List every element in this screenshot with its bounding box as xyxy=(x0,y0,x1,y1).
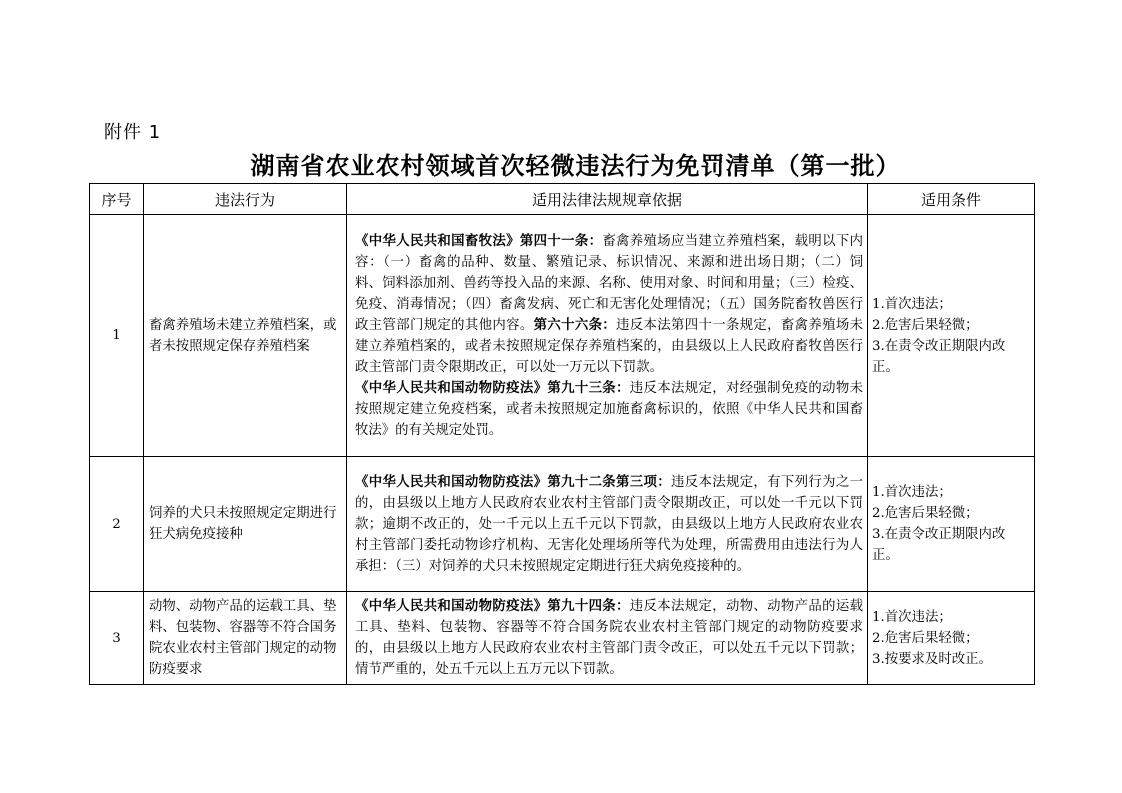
header-basis: 适用法律法规规章依据 xyxy=(347,184,868,215)
row-number: 1 xyxy=(90,215,144,457)
table-header-row xyxy=(90,184,1035,215)
table-row xyxy=(90,592,1035,685)
header-conditions: 适用条件 xyxy=(868,184,1035,215)
law-article: 第六十六条： xyxy=(533,316,617,333)
condition-item: 3.按要求及时改正。 xyxy=(872,651,992,667)
header-act: 违法行为 xyxy=(144,184,347,215)
law-text: 畜禽养殖场应当建立养殖档案，载明以下内容：（一）畜禽的品种、数量、繁殖记录、标识情况、来源和进出场日期；（二）饲料、饲料添加剂、兽药等投入品的来源、名称、使用对象、时间和用量；（三）检疫、免疫、消毒情况；（四）畜禽发病、死亡和无害化处理情况；（五）国务院畜牧兽医行政主管部门规定的其他内容。 xyxy=(355,233,864,333)
law-text: 违反本法规定，对经强制免疫的动物未按照规定建立免疫档案，或者未按照规定加施畜禽标识的，依照《中华人民共和国畜牧法》的有关规定处罚。 xyxy=(355,380,863,438)
law-article: 《中华人民共和国动物防疫法》第九十二条第三项： xyxy=(355,473,671,490)
violation-act: 畜禽养殖场未建立养殖档案，或者未按照规定保存养殖档案 xyxy=(144,215,347,457)
violation-act: 动物、动物产品的运载工具、垫料、包装物、容器等不符合国务院农业农村主管部门规定的动物防疫要求 xyxy=(144,592,347,685)
law-text: 违反本法规定，有下列行为之一的，由县级以上地方人民政府农业农村主管部门责令限期改正，可以处一千元以下罚款；逾期不改正的，处一千元以上五千元以下罚款，由县级以上地方人民政府农业农村主管部门委托动物诊疗机构、无害化处理场所等代为处理，所需费用由违法行为人承担：（三）对饲养的犬只未按照规定定期进行狂犬病免疫接种的。 xyxy=(355,474,863,574)
table-row xyxy=(90,457,1035,592)
violation-act: 饲养的犬只未按照规定定期进行狂犬病免疫接种 xyxy=(144,457,347,592)
attachment-label: 附件 1 xyxy=(104,122,162,143)
condition-item: 1.首次违法； xyxy=(872,485,952,500)
condition-item: 3.在责令改正期限内改正。 xyxy=(872,338,1006,375)
condition-item: 2.危害后果轻微； xyxy=(872,317,979,333)
condition-item: 1.首次违法； xyxy=(872,296,952,312)
table-row xyxy=(90,215,1035,457)
law-article: 《中华人民共和国动物防疫法》第九十三条： xyxy=(355,379,630,396)
law-text: 违反本法第四十一条规定，畜禽养殖场未建立养殖档案的，或者未按照规定保存养殖档案的，由县级以上人民政府畜牧兽医行政主管部门责令限期改正，可以处一万元以下罚款。 xyxy=(355,317,864,375)
header-no: 序号 xyxy=(90,184,144,215)
conditions xyxy=(868,457,1035,592)
conditions xyxy=(868,215,1035,457)
legal-basis xyxy=(347,215,868,457)
condition-item: 1.首次违法； xyxy=(872,609,952,625)
condition-item: 2.危害后果轻微； xyxy=(872,506,979,521)
law-article: 《中华人民共和国动物防疫法》第九十四条： xyxy=(355,598,630,614)
law-article: 《中华人民共和国畜牧法》第四十一条： xyxy=(355,232,603,249)
row-number: 3 xyxy=(90,592,144,685)
condition-item: 3.在责令改正期限内改正。 xyxy=(872,527,1006,563)
conditions xyxy=(868,592,1035,685)
legal-basis xyxy=(347,457,868,592)
law-text: 违反本法规定，动物、动物产品的运载工具、垫料、包装物、容器等不符合国务院农业农村主管部门规定的动物防疫要求的，由县级以上地方人民政府农业农村主管部门责令改正，可以处五千元以下罚款；情节严重的，处五千元以上五万元以下罚款。 xyxy=(355,599,863,677)
exemption-table xyxy=(89,183,1035,685)
row-number: 2 xyxy=(90,457,144,592)
condition-item: 2.危害后果轻微； xyxy=(872,630,979,646)
document-title: 湖南省农业农村领域首次轻微违法行为免罚清单（第一批） xyxy=(250,151,901,180)
legal-basis xyxy=(347,592,868,685)
